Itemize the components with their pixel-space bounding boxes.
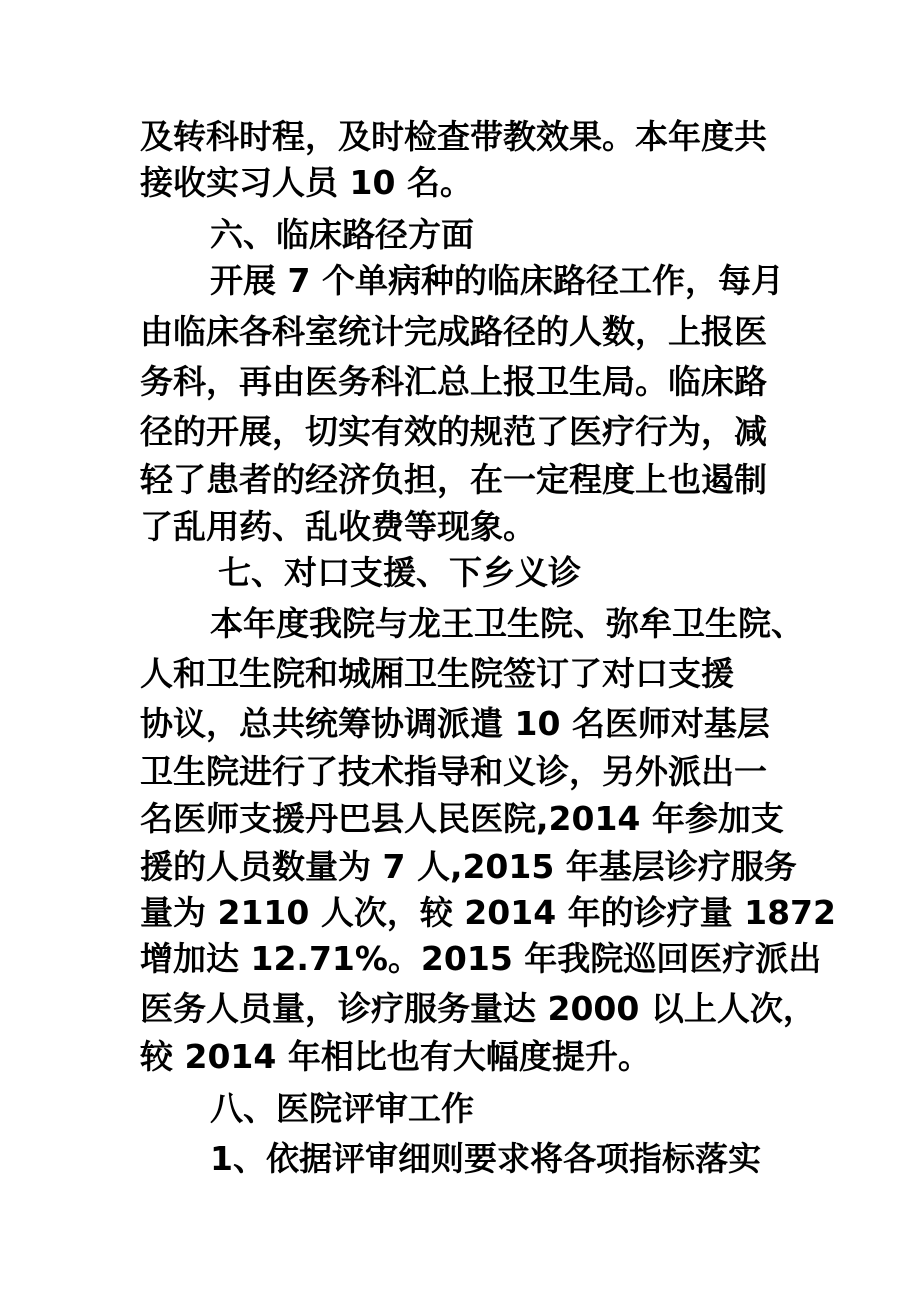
paragraph-line: 协议，总共统筹协调派遣 10 名医师对基层: [140, 704, 770, 743]
paragraph-line: 卫生院进行了技术指导和义诊，另外派出一: [140, 752, 767, 791]
paragraph-line: 及转科时程，及时检查带教效果。本年度共: [140, 117, 767, 156]
paragraph-line: 较 2014 年相比也有大幅度提升。: [140, 1037, 651, 1076]
paragraph-line: 接收实习人员 10 名。: [140, 163, 473, 202]
paragraph-line: 开展 7 个单病种的临床路径工作，每月: [210, 261, 784, 300]
paragraph-line: 1、依据评审细则要求将各项指标落实: [210, 1139, 761, 1178]
section-heading-clinical-pathway: 六、临床路径方面: [210, 215, 474, 254]
paragraph-line: 医务人员量，诊疗服务量达 2000 以上人次，: [140, 989, 816, 1028]
paragraph-line: 援的人员数量为 7 人,2015 年基层诊疗服务: [140, 847, 797, 886]
section-heading-counterpart-support: 七、对口支援、下乡义诊: [218, 553, 581, 592]
paragraph-line: 本年度我院与龙王卫生院、弥牟卫生院、: [210, 604, 804, 643]
paragraph-line: 由临床各科室统计完成路径的人数，上报医: [140, 312, 767, 351]
paragraph-line: 务科，再由医务科汇总上报卫生局。临床路: [140, 362, 767, 401]
paragraph-line: 轻了患者的经济负担，在一定程度上也遏制: [140, 460, 767, 499]
paragraph-line: 增加达 12.71%。2015 年我院巡回医疗派出: [140, 939, 822, 978]
section-heading-hospital-review: 八、医院评审工作: [210, 1089, 474, 1128]
paragraph-line: 了乱用药、乱收费等现象。: [140, 507, 536, 546]
paragraph-line: 名医师支援丹巴县人民医院,2014 年参加支: [140, 799, 784, 838]
paragraph-line: 径的开展，切实有效的规范了医疗行为，减: [140, 412, 767, 451]
paragraph-line: 量为 2110 人次，较 2014 年的诊疗量 1872: [140, 893, 836, 932]
paragraph-line: 人和卫生院和城厢卫生院签订了对口支援: [140, 654, 734, 693]
